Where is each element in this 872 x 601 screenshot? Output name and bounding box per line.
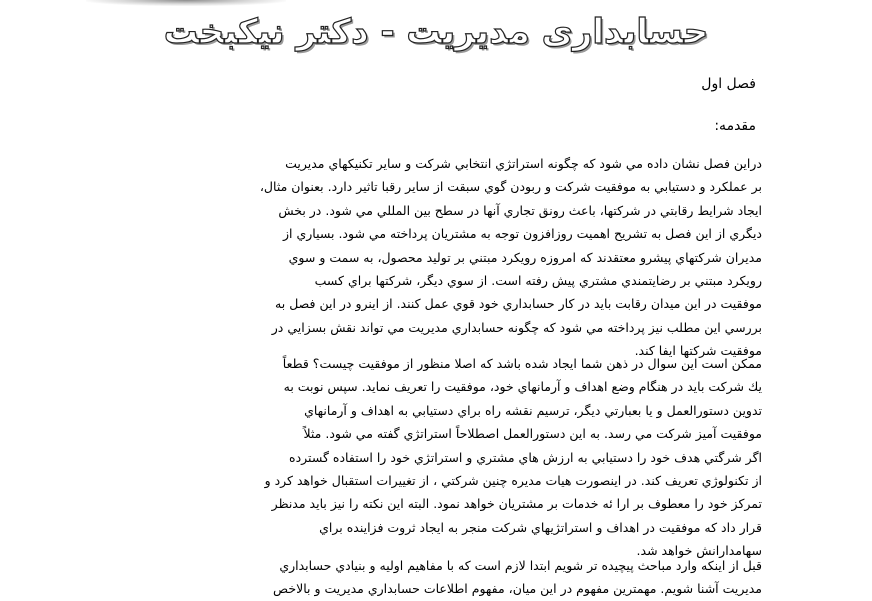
paragraph-line: بر عملكرد و دستيابي به موفقيت شركت و ربودن گوي سبقت از ساير رقبا تاثير دارد. بعنوان مثال،	[259, 179, 762, 195]
paragraph-line: ديگري از اين فصل به تشريح اهميت روزافزون توجه به مشتريان پرداخته مي شود. بسياري از	[282, 226, 762, 242]
introduction-heading: مقدمه:	[714, 118, 756, 134]
chapter-heading: فصل اول	[701, 76, 756, 92]
paragraph-line: قرار داد كه موفقيت در اهداف و استراتژيهاي شركت منجر به ايجاد ثروت فزاينده براي	[319, 519, 762, 535]
paragraph-line: موفقيت شركتها ايفا كند.	[634, 343, 762, 359]
paragraph-1	[110, 152, 762, 363]
paragraph-line: ايجاد شرايط رقابتي در شركتها، باعث رونق تجاري آنها در سطح بين المللي مي شود. در بخش	[278, 202, 762, 218]
paragraph-line: ممكن است اين سوال در ذهن شما ايجاد شده باشد كه اصلا منظور از موفقيت چيست؟ قطعاً	[282, 356, 762, 371]
paragraph-line: يك شركت بايد در هنگام وضع اهداف و آرمانهاي خود، موفقيت را تعريف نمايد. سپس نوبت به	[283, 379, 762, 395]
paragraph-line: اگر شرگتي هدف خود را دستيابي به ارزش هاي مشتري و استراتژي خود را استفاده گسترده	[289, 449, 762, 465]
paragraph-line: رويكرد مبتني بر رضايتمندي مشتري پيش رفته است. از سوي ديگر، شركتها براي كسب	[314, 273, 762, 289]
paragraph-line: تمركز خود را معطوف بر ارا ئه خدمات بر مشتريان خواهد نمود. البته اين نكته را نيز بايد مدنظر	[271, 496, 762, 512]
paragraph-line: مديريت آشنا شويم. مهمترين مفهوم در اين ميان، مفهوم اطلاعات حسابداري مديريت و بالاخص	[273, 581, 762, 597]
paragraph-line: موفقيت آميز شركت مي رسد. به اين دستورالعمل اصطلاحاً استراتژي گفته مي شود. مثلاً	[303, 426, 762, 442]
document-title: حسابداری مدیریت - دکتر نیکبخت	[163, 12, 709, 52]
paragraph-line: مديران شركتهاي پيشرو معتقدند كه امروزه رويكرد مبتني بر توليد محصول، به سمت و سوي	[288, 249, 762, 265]
paragraph-line: تدوين دستورالعمل و يا بعبارتي ديگر، ترسيم نقشه راه براي دستيابي به اهداف و آرمانهاي	[304, 402, 762, 418]
paragraph-line: بررسي اين مطلب نيز پرداخته مي شود كه چگونه حسابداري مديريت مي تواند نقش بسزايي در	[271, 319, 762, 335]
paragraph-line: سهامدارانش خواهد شد.	[636, 543, 762, 559]
paragraph-line: موفقيت در اين ميدان رقابت بايد در كار حسابداري خود قوي عمل كنند. از اينرو در اين فصل به	[275, 296, 762, 312]
paragraph-line: قبل از اينكه وارد مباحث پيچيده تر شويم ابتدا لازم است كه با مفاهيم اوليه و بنيادي حسابداري	[279, 558, 762, 573]
paragraph-2	[110, 352, 762, 563]
paragraph-line: از تكنولوژي تعريف كند. در اينصورت هيات مديره چنين شركتي ، از تغييرات استقبال خواهد كرد و	[264, 473, 762, 489]
paragraph-line: دراين فصل نشان داده مي شود كه چگونه استراتژي انتخابي شركت و ساير تكنيكهاي مديريت	[285, 156, 762, 171]
